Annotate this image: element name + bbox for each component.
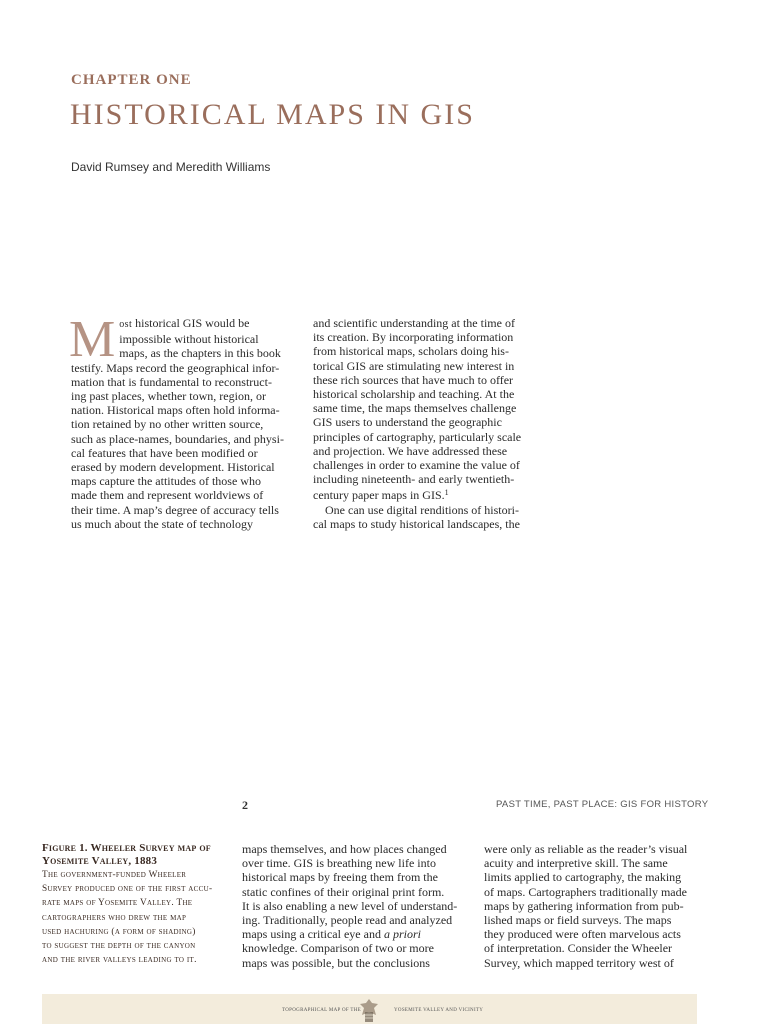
running-head: PAST TIME, PAST PLACE: GIS FOR HISTORY bbox=[496, 799, 709, 810]
drop-cap: M bbox=[69, 311, 116, 368]
figure-caption-title: Figure 1. Wheeler Survey map of Yosemite Valley, 1883 bbox=[42, 842, 211, 867]
body-text-a: maps themselves, and how places changed over time. GIS is breathing new life into historical maps by freeing them from the static confines of their original print form. It is also enabling a new level of understand- ing. Traditionally, people read and analyzed maps using a critical eye and bbox=[242, 842, 458, 942]
intro-column-2 bbox=[313, 316, 528, 531]
wheeler-survey-map bbox=[42, 994, 697, 1024]
body-column-2 bbox=[484, 842, 699, 970]
chapter-authors: David Rumsey and Meredith Williams bbox=[71, 160, 271, 174]
intro-text: historical GIS would be impossible without historical maps, as the chapters in this book testify. Maps record the geographical infor- mation that is fundamental to reconstruct- ing past places, whether town, region, or nation. Historical maps often hold informa- tion retained by no other written source, such as place-names, boundaries, and physi- cal features that have been modified or erased by modern development. Historical maps capture the attitudes of those who made them and represent worldviews of their time. A map’s degree of accuracy tells us much about the state of technology bbox=[71, 316, 284, 531]
body-paragraph bbox=[242, 842, 467, 970]
intro-paragraph-continued bbox=[313, 316, 528, 503]
small-cap-word: ost bbox=[119, 319, 133, 330]
body-text-b: knowledge. Comparison of two or more maps was possible, but the conclusions bbox=[242, 941, 434, 970]
map-title-right: YOSEMITE VALLEY AND VICINITY bbox=[394, 1008, 484, 1013]
chapter-label: CHAPTER ONE bbox=[71, 72, 192, 88]
map-title-left: TOPOGRAPHICAL MAP OF THE bbox=[282, 1008, 362, 1013]
intro-column-1 bbox=[69, 311, 291, 531]
chapter-title: HISTORICAL MAPS IN GIS bbox=[70, 98, 475, 131]
second-paragraph: One can use digital renditions of histori- cal maps to study historical landscapes, the bbox=[313, 502, 520, 531]
body-column-1 bbox=[242, 842, 467, 970]
intro-text-2: and scientific understanding at the time of its creation. By incorporating information from historical maps, scholars doing his- torical GIS are stimulating new interest in these rich sources that have much to offer historical scholarship and teaching. At the same time, the maps themselves challenge GIS users to understand the geographic principles of cartography, particularly scale and projection. We have addressed these challenges in order to examine the value of including nineteenth- and early twentieth- century paper maps in GIS. bbox=[313, 316, 522, 503]
figure-caption bbox=[42, 842, 227, 967]
body-paragraph-2: were only as reliable as the reader’s visual acuity and interpretive skill. The same limits applied to cartography, the making of maps. Cartographers traditionally made maps by gathering information from pub- lished maps or field surveys. The maps they produced were often marvelous acts of interpretation. Consider the Wheeler Survey, which mapped territory west of bbox=[484, 842, 688, 970]
page-number: 2 bbox=[242, 798, 248, 812]
footnote-marker[interactable]: 1 bbox=[444, 488, 449, 498]
italic-term: a priori bbox=[383, 927, 421, 942]
figure-caption-body: The government-funded Wheeler Survey produced one of the first accu- rate maps of Yosemite Valley. The cartographers who drew the map used hachuring (a form of shading) to suggest the depth of the canyon and the river valleys leading to it. bbox=[42, 870, 213, 966]
eagle-emblem-icon bbox=[358, 997, 380, 1024]
